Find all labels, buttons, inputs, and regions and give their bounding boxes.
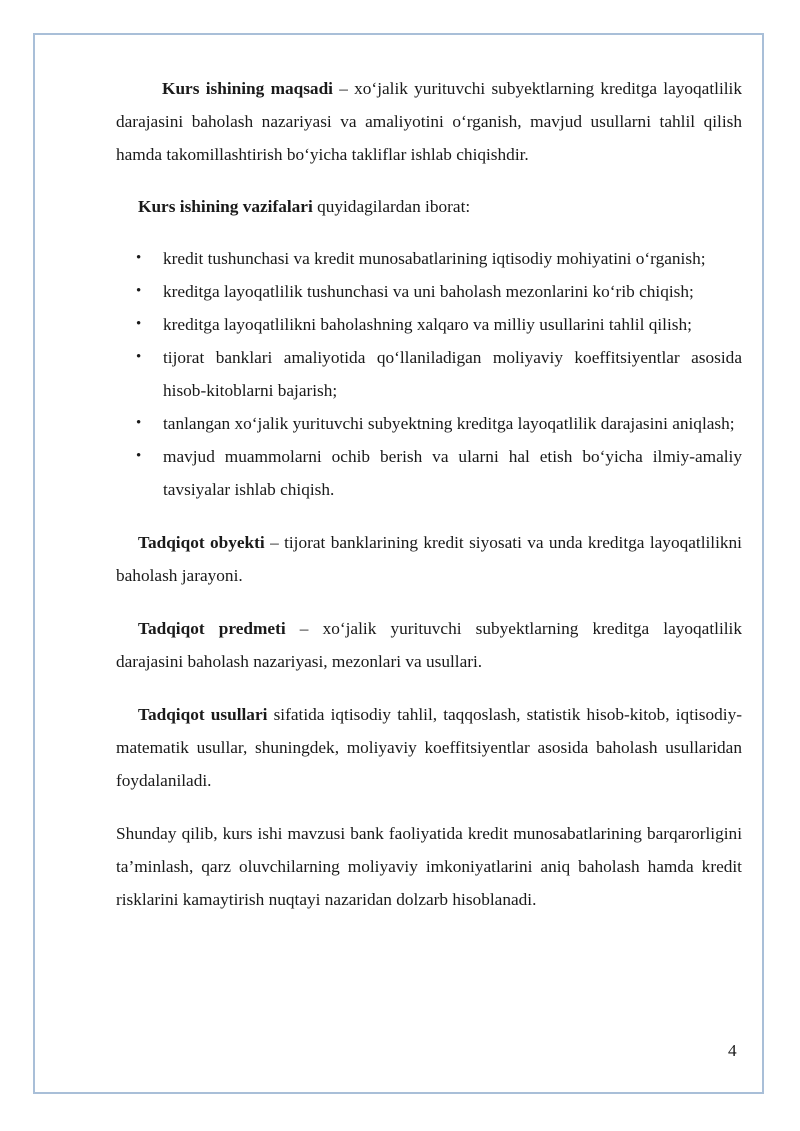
task-list-item bbox=[116, 341, 742, 407]
task-text: kreditga layoqatlilikni baholashning xalqaro va milliy usullarini tahlil qilish; bbox=[163, 315, 692, 334]
course-tasks-heading: Kurs ishining vazifalari bbox=[138, 197, 313, 216]
research-methods-paragraph bbox=[116, 698, 742, 797]
research-methods-text: sifatida iqtisodiy tahlil, taqqoslash, statistik hisob-kitob, iqtisodiy-matematik usullar, shuningdek, moliyaviy koeffitsiyentlar asosida baholash usullaridan foydalaniladi. bbox=[116, 705, 742, 790]
task-text: kreditga layoqatlilik tushunchasi va uni baholash mezonlarini ko‘rib chiqish; bbox=[163, 282, 694, 301]
task-list-item bbox=[116, 308, 742, 341]
task-list-item bbox=[116, 275, 742, 308]
conclusion-paragraph bbox=[116, 817, 742, 916]
bullet-icon: • bbox=[136, 283, 142, 299]
bullet-icon: • bbox=[136, 349, 142, 365]
bullet-icon: • bbox=[136, 448, 142, 464]
task-text: mavjud muammolarni ochib berish va ularni hal etish bo‘yicha ilmiy-amaliy tavsiyalar ishlab chiqish. bbox=[163, 447, 742, 499]
task-list-item bbox=[116, 440, 742, 506]
research-object-text: – tijorat banklarining kredit siyosati va unda kreditga layoqatlilikni baholash jarayoni. bbox=[116, 533, 742, 585]
task-list-item bbox=[116, 242, 742, 275]
task-text: kredit tushunchasi va kredit munosabatlarining iqtisodiy mohiyatini o‘rganish; bbox=[163, 249, 706, 268]
page-number: 4 bbox=[728, 1041, 737, 1060]
task-list-item bbox=[116, 407, 742, 440]
course-tasks-intro-text: quyidagilardan iborat: bbox=[312, 197, 471, 216]
course-goal-paragraph bbox=[116, 72, 742, 171]
course-goal-text: – xo‘jalik yurituvchi subyektlarning kreditga layoqatlilik darajasini baholash nazariyasi va amaliyotini o‘rganish, mavjud usullarni tahlil qilish hamda takomillashtirish bo‘yicha takliflar ishlab chiqishdir. bbox=[116, 79, 742, 164]
bullet-icon: • bbox=[136, 415, 142, 431]
task-text: tanlangan xo‘jalik yurituvchi subyektning kreditga layoqatlilik darajasini aniqlash; bbox=[163, 414, 735, 433]
course-tasks-list bbox=[116, 242, 742, 506]
research-object-paragraph bbox=[116, 526, 742, 592]
course-goal-heading: Kurs ishining maqsadi bbox=[162, 79, 333, 98]
task-text: tijorat banklari amaliyotida qo‘llaniladigan moliyaviy koeffitsiyentlar asosida hisob-kitoblarni bajarish; bbox=[163, 348, 742, 400]
document-body bbox=[116, 72, 742, 916]
bullet-icon: • bbox=[136, 250, 142, 266]
research-subject-text: – xo‘jalik yurituvchi subyektlarning kreditga layoqatlilik darajasini baholash nazariyasi, mezonlari va usullari. bbox=[116, 619, 742, 671]
course-tasks-intro bbox=[116, 190, 742, 223]
bullet-icon: • bbox=[136, 316, 142, 332]
research-subject-paragraph bbox=[116, 612, 742, 678]
research-methods-heading: Tadqiqot usullari bbox=[138, 705, 268, 724]
research-subject-heading: Tadqiqot predmeti bbox=[138, 619, 286, 638]
conclusion-text: Shunday qilib, kurs ishi mavzusi bank faoliyatida kredit munosabatlarining barqarorligini ta’minlash, qarz oluvchilarning moliyaviy imkoniyatlarini aniq baholash hamda kredit risklarini kamaytirish nuqtayi nazaridan dolzarb hisoblanadi. bbox=[116, 824, 742, 909]
research-object-heading: Tadqiqot obyekti bbox=[138, 533, 265, 552]
